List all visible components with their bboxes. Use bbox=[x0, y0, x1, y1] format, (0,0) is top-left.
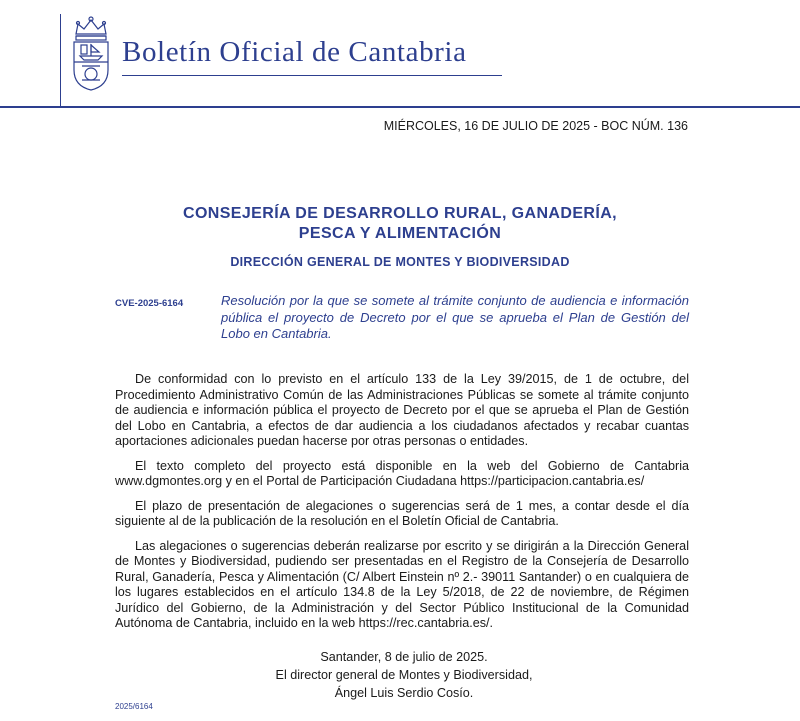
issue-dateline: MIÉRCOLES, 16 DE JULIO DE 2025 - BOC NÚM. 136 bbox=[383, 119, 688, 133]
header-vertical-rule bbox=[60, 14, 61, 107]
consejeria-line-2: PESCA Y ALIMENTACIÓN bbox=[298, 225, 502, 242]
paragraph-3: El plazo de presentación de alegaciones o sugerencias será de 1 mes, a contar desde el día siguiente al de la publicación de la resolución en el Boletín Oficial de Cantabria. bbox=[115, 498, 689, 528]
signature-role: El director general de Montes y Biodiversidad, bbox=[275, 668, 533, 682]
paragraph-4: Las alegaciones o sugerencias deberán realizarse por escrito y se dirigirán a la Dirección General de Montes y Biodiversidad, pudiendo ser presentadas en el Registro de la Consejería de Desarrollo Rural, Ganadería, Pesca y Alimentación (C/ Albert Einstein nº 2.- 39011 Santander) o en cualquiera de los lugares establecidos en el artículo 134.8 de la Ley 5/2018, de 22 de noviembre, de Régimen Jurídico del Gobierno, de la Administración y del Sector Público Institucional de la Comunidad Autónoma de Cantabria, incluido en la web https://rec.cantabria.es/. bbox=[115, 538, 689, 630]
signature-name: Ángel Luis Serdio Cosío. bbox=[334, 686, 474, 700]
signature-block bbox=[0, 648, 800, 702]
boletin-title: Boletín Oficial de Cantabria bbox=[122, 36, 467, 68]
paragraph-1: De conformidad con lo previsto en el artículo 133 de la Ley 39/2015, de 1 de octubre, del Procedimiento Administrativo Común de las Administraciones Públicas se somete al trámite conjunto de audiencia e información pública el proyecto de Decreto por el que se aprueba el Plan de Gestión del Lobo en Cantabria, a efectos de dar audiencia a los ciudadanos afectados y recabar cuantas aportaciones adicionales puedan hacerse por otras personas o entidades. bbox=[115, 372, 689, 448]
consejeria-line-1: CONSEJERÍA DE DESARROLLO RURAL, GANADERÍA, bbox=[182, 205, 617, 222]
header-horizontal-rule bbox=[0, 106, 800, 108]
coat-of-arms-icon bbox=[68, 14, 114, 92]
resolution-summary: Resolución por la que se somete al trámite conjunto de audiencia e información pública el proyecto de Decreto por el que se aprueba el Plan de Gestión del Lobo en Cantabria. bbox=[221, 293, 689, 341]
title-underline bbox=[122, 75, 502, 76]
direccion-heading: DIRECCIÓN GENERAL DE MONTES Y BIODIVERSIDAD bbox=[230, 255, 570, 269]
cve-code: CVE-2025-6164 bbox=[115, 298, 184, 309]
consejeria-heading bbox=[0, 204, 800, 244]
signature-place-date: Santander, 8 de julio de 2025. bbox=[320, 650, 488, 664]
document-body bbox=[115, 372, 689, 641]
document-id: 2025/6164 bbox=[115, 702, 153, 711]
paragraph-2: El texto completo del proyecto está disponible en la web del Gobierno de Cantabria www.dgmontes.org y en el Portal de Participación Ciudadana https://participacion.cantabria.es/ bbox=[115, 458, 689, 488]
boletin-header bbox=[0, 0, 800, 107]
